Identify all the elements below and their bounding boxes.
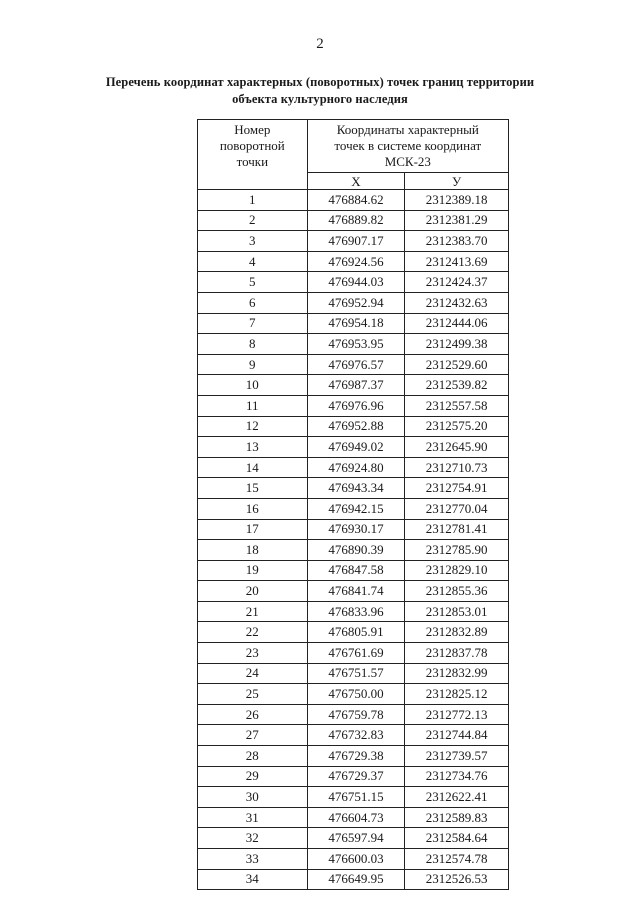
- x-coordinate-cell: 476750.00: [307, 684, 405, 705]
- y-coordinate-cell: 2312557.58: [405, 395, 509, 416]
- point-number-cell: 15: [198, 478, 308, 499]
- y-coordinate-cell: 2312734.76: [405, 766, 509, 787]
- x-coordinate-cell: 476805.91: [307, 622, 405, 643]
- y-coordinate-cell: 2312710.73: [405, 457, 509, 478]
- point-number-cell: 4: [198, 251, 308, 272]
- y-coordinate-cell: 2312622.41: [405, 787, 509, 808]
- y-coordinate-cell: 2312837.78: [405, 643, 509, 664]
- y-coordinate-cell: 2312539.82: [405, 375, 509, 396]
- y-coordinate-cell: 2312772.13: [405, 704, 509, 725]
- point-number-cell: 14: [198, 457, 308, 478]
- y-coordinate-cell: 2312389.18: [405, 190, 509, 211]
- y-coordinate-cell: 2312499.38: [405, 334, 509, 355]
- x-coordinate-cell: 476954.18: [307, 313, 405, 334]
- y-coordinate-cell: 2312770.04: [405, 498, 509, 519]
- point-number-cell: 6: [198, 292, 308, 313]
- y-coordinate-cell: 2312785.90: [405, 540, 509, 561]
- point-number-cell: 33: [198, 849, 308, 870]
- table-row: [198, 622, 509, 643]
- table-row: [198, 849, 509, 870]
- table-row: [198, 292, 509, 313]
- y-coordinate-cell: 2312832.89: [405, 622, 509, 643]
- x-coordinate-cell: 476759.78: [307, 704, 405, 725]
- table-row: [198, 190, 509, 211]
- point-number-cell: 26: [198, 704, 308, 725]
- y-coordinate-cell: 2312529.60: [405, 354, 509, 375]
- x-coordinate-cell: 476729.38: [307, 746, 405, 767]
- point-number-cell: 24: [198, 663, 308, 684]
- point-number-cell: 13: [198, 437, 308, 458]
- x-coordinate-cell: 476884.62: [307, 190, 405, 211]
- header-point-number: Номер поворотной точки: [198, 120, 308, 190]
- x-coordinate-cell: 476949.02: [307, 437, 405, 458]
- x-coordinate-cell: 476890.39: [307, 540, 405, 561]
- x-coordinate-cell: 476649.95: [307, 869, 405, 890]
- x-coordinate-cell: 476953.95: [307, 334, 405, 355]
- point-number-cell: 29: [198, 766, 308, 787]
- x-coordinate-cell: 476889.82: [307, 210, 405, 231]
- x-coordinate-cell: 476952.88: [307, 416, 405, 437]
- point-number-cell: 11: [198, 395, 308, 416]
- point-number-cell: 1: [198, 190, 308, 211]
- y-coordinate-cell: 2312739.57: [405, 746, 509, 767]
- x-coordinate-cell: 476833.96: [307, 601, 405, 622]
- point-number-cell: 25: [198, 684, 308, 705]
- y-coordinate-cell: 2312853.01: [405, 601, 509, 622]
- y-coordinate-cell: 2312744.84: [405, 725, 509, 746]
- table-row: [198, 807, 509, 828]
- x-coordinate-cell: 476597.94: [307, 828, 405, 849]
- y-coordinate-cell: 2312781.41: [405, 519, 509, 540]
- table-row: [198, 210, 509, 231]
- y-coordinate-cell: 2312584.64: [405, 828, 509, 849]
- y-coordinate-cell: 2312589.83: [405, 807, 509, 828]
- table-row: [198, 828, 509, 849]
- table-row: [198, 869, 509, 890]
- coordinates-table: [197, 119, 509, 890]
- y-coordinate-cell: 2312383.70: [405, 231, 509, 252]
- point-number-cell: 22: [198, 622, 308, 643]
- table-row: [198, 251, 509, 272]
- title-line-1: Перечень координат характерных (поворотных) точек границ территории: [105, 75, 535, 89]
- table-row: [198, 643, 509, 664]
- table-row: [198, 684, 509, 705]
- title-line-2: объекта культурного наследия: [232, 92, 408, 106]
- point-number-cell: 5: [198, 272, 308, 293]
- point-number-cell: 27: [198, 725, 308, 746]
- x-coordinate-cell: 476600.03: [307, 849, 405, 870]
- table-row: [198, 704, 509, 725]
- table-row: [198, 746, 509, 767]
- x-coordinate-cell: 476944.03: [307, 272, 405, 293]
- x-coordinate-cell: 476987.37: [307, 375, 405, 396]
- point-number-cell: 31: [198, 807, 308, 828]
- table-row: [198, 272, 509, 293]
- x-coordinate-cell: 476907.17: [307, 231, 405, 252]
- header-y: У: [405, 173, 509, 190]
- point-number-cell: 3: [198, 231, 308, 252]
- table-row: [198, 581, 509, 602]
- y-coordinate-cell: 2312855.36: [405, 581, 509, 602]
- point-number-cell: 23: [198, 643, 308, 664]
- table-row: [198, 313, 509, 334]
- table-row: [198, 437, 509, 458]
- x-coordinate-cell: 476930.17: [307, 519, 405, 540]
- header-coordinates: Координаты характерный точек в системе координат МСК-23: [307, 120, 508, 173]
- x-coordinate-cell: 476751.15: [307, 787, 405, 808]
- y-coordinate-cell: 2312432.63: [405, 292, 509, 313]
- x-coordinate-cell: 476976.96: [307, 395, 405, 416]
- table-row: [198, 766, 509, 787]
- y-coordinate-cell: 2312754.91: [405, 478, 509, 499]
- y-coordinate-cell: 2312825.12: [405, 684, 509, 705]
- point-number-cell: 21: [198, 601, 308, 622]
- table-row: [198, 560, 509, 581]
- table-row: [198, 725, 509, 746]
- y-coordinate-cell: 2312574.78: [405, 849, 509, 870]
- y-coordinate-cell: 2312444.06: [405, 313, 509, 334]
- y-coordinate-cell: 2312645.90: [405, 437, 509, 458]
- header-x: Х: [307, 173, 405, 190]
- x-coordinate-cell: 476751.57: [307, 663, 405, 684]
- x-coordinate-cell: 476976.57: [307, 354, 405, 375]
- y-coordinate-cell: 2312424.37: [405, 272, 509, 293]
- point-number-cell: 12: [198, 416, 308, 437]
- point-number-cell: 8: [198, 334, 308, 355]
- point-number-cell: 32: [198, 828, 308, 849]
- x-coordinate-cell: 476924.56: [307, 251, 405, 272]
- x-coordinate-cell: 476841.74: [307, 581, 405, 602]
- table-header-row: [198, 120, 509, 173]
- point-number-cell: 17: [198, 519, 308, 540]
- table-row: [198, 540, 509, 561]
- point-number-cell: 18: [198, 540, 308, 561]
- y-coordinate-cell: 2312413.69: [405, 251, 509, 272]
- table-row: [198, 478, 509, 499]
- x-coordinate-cell: 476761.69: [307, 643, 405, 664]
- table-row: [198, 601, 509, 622]
- point-number-cell: 19: [198, 560, 308, 581]
- table-row: [198, 457, 509, 478]
- point-number-cell: 34: [198, 869, 308, 890]
- point-number-cell: 10: [198, 375, 308, 396]
- y-coordinate-cell: 2312575.20: [405, 416, 509, 437]
- table-row: [198, 498, 509, 519]
- point-number-cell: 9: [198, 354, 308, 375]
- table-body: [198, 190, 509, 890]
- x-coordinate-cell: 476943.34: [307, 478, 405, 499]
- y-coordinate-cell: 2312381.29: [405, 210, 509, 231]
- x-coordinate-cell: 476729.37: [307, 766, 405, 787]
- table-row: [198, 231, 509, 252]
- y-coordinate-cell: 2312829.10: [405, 560, 509, 581]
- x-coordinate-cell: 476847.58: [307, 560, 405, 581]
- x-coordinate-cell: 476942.15: [307, 498, 405, 519]
- table-row: [198, 354, 509, 375]
- x-coordinate-cell: 476604.73: [307, 807, 405, 828]
- table-row: [198, 375, 509, 396]
- table-row: [198, 395, 509, 416]
- table-row: [198, 787, 509, 808]
- page-number: 2: [316, 36, 324, 52]
- y-coordinate-cell: 2312832.99: [405, 663, 509, 684]
- x-coordinate-cell: 476952.94: [307, 292, 405, 313]
- table-row: [198, 334, 509, 355]
- point-number-cell: 28: [198, 746, 308, 767]
- point-number-cell: 30: [198, 787, 308, 808]
- point-number-cell: 7: [198, 313, 308, 334]
- point-number-cell: 2: [198, 210, 308, 231]
- x-coordinate-cell: 476924.80: [307, 457, 405, 478]
- table-row: [198, 663, 509, 684]
- document-title: [60, 74, 580, 108]
- point-number-cell: 20: [198, 581, 308, 602]
- table-row: [198, 519, 509, 540]
- y-coordinate-cell: 2312526.53: [405, 869, 509, 890]
- table-row: [198, 416, 509, 437]
- point-number-cell: 16: [198, 498, 308, 519]
- x-coordinate-cell: 476732.83: [307, 725, 405, 746]
